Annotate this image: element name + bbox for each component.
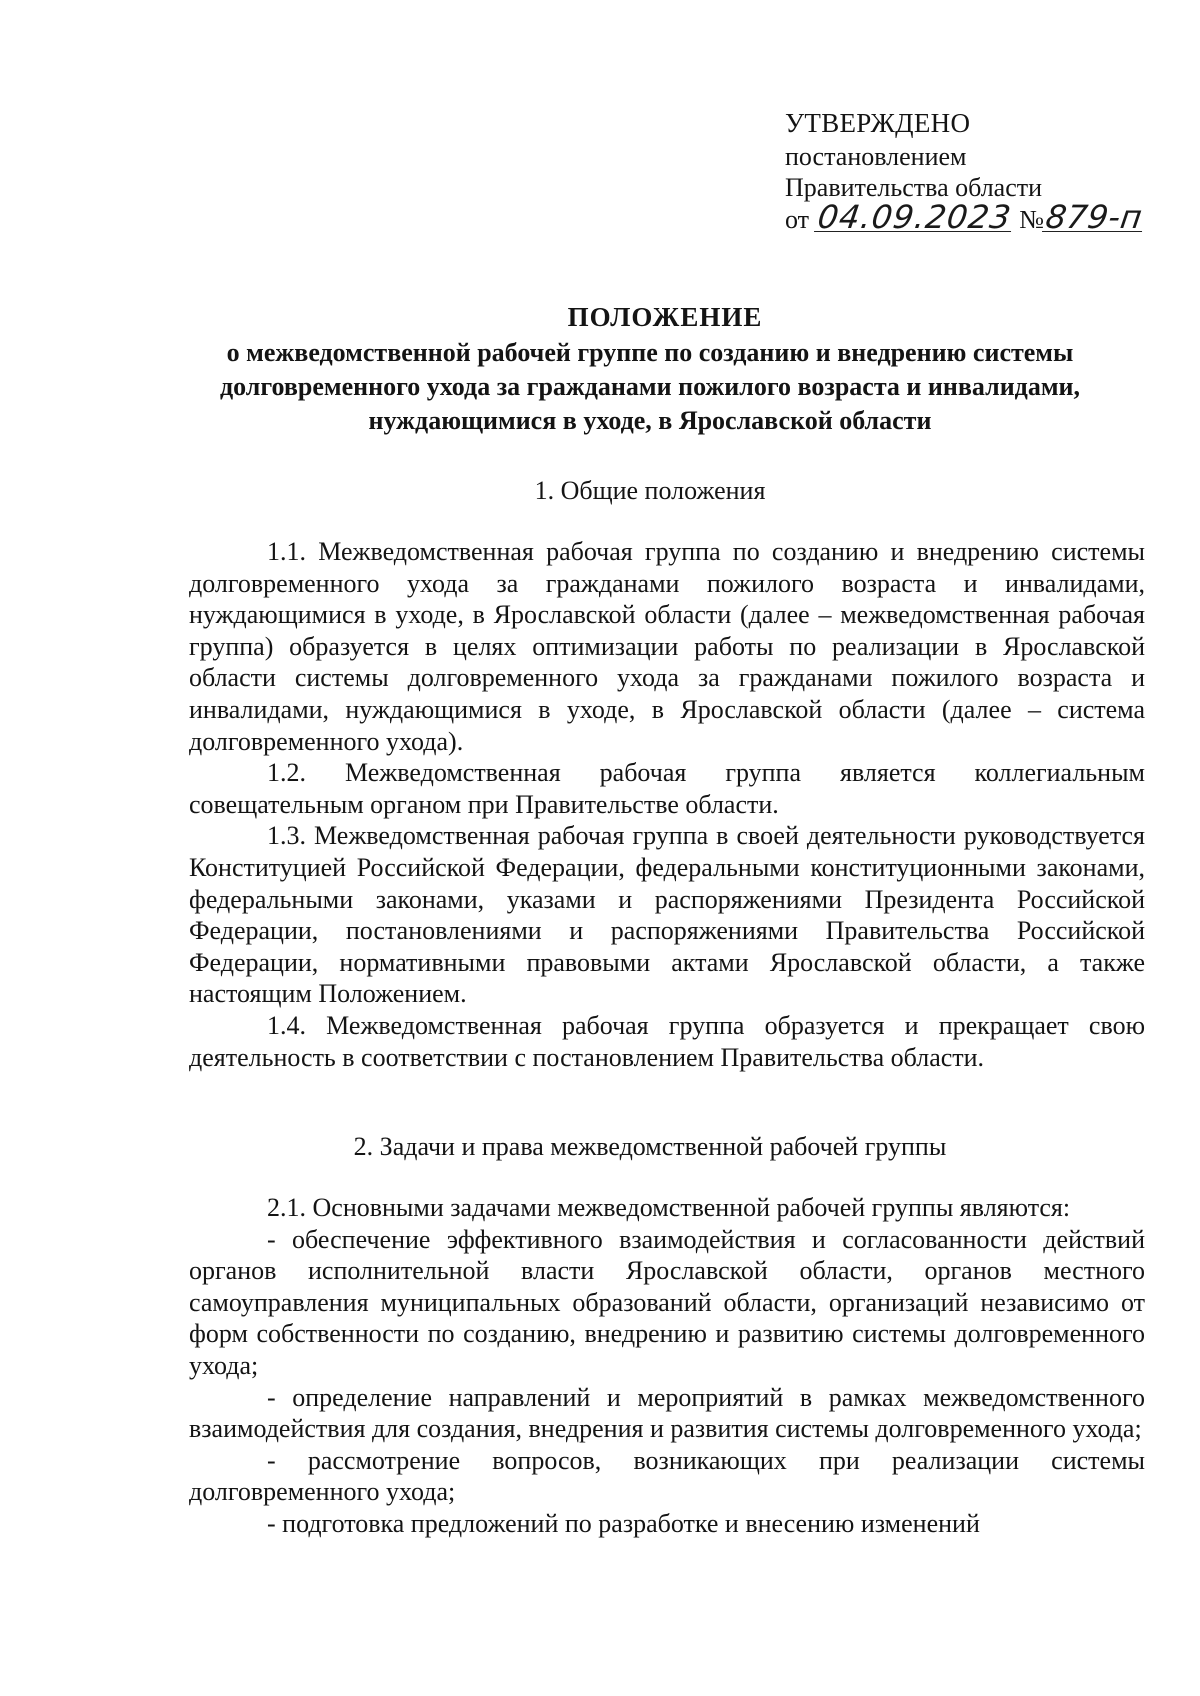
approval-heading: УТВЕРЖДЕНО: [785, 108, 971, 138]
section-1-body: [189, 536, 1145, 1073]
paragraph-1-2: 1.2. Межведомственная рабочая группа является коллегиальным совещательным органом при Правительстве области.: [189, 758, 1145, 819]
section-1-heading: 1. Общие положения: [534, 476, 766, 505]
paragraph-1-3: 1.3. Межведомственная рабочая группа в своей деятельности руководствуется Конституцией Российской Федерации, федеральными конституционными законами, федеральными законами, указами и распоряжениями Президента Российской Федерации, постановлениями и распоряжениями Правительства Российской Федерации, нормативными правовыми актами Ярославской области, а также настоящим Положением.: [189, 821, 1145, 1009]
list-item: - определение направлений и мероприятий в рамках межведомственного взаимодействия для создания, внедрения и развития системы долговременного ухода;: [189, 1382, 1145, 1444]
paragraph-1-4: 1.4. Межведомственная рабочая группа образуется и прекращает свою деятельность в соответствии с постановлением Правительства области.: [189, 1010, 1145, 1072]
approval-block: [785, 108, 1165, 235]
approval-line-1: постановлением: [785, 142, 967, 171]
document-subtitle: о межведомственной рабочей группе по созданию и внедрению системы долговременного ухода за гражданами пожилого возраста и инвалидами, нуждающимися в уходе, в Ярославской области: [219, 338, 1081, 435]
section-2-heading: 2. Задачи и права межведомственной рабочей группы: [353, 1132, 947, 1161]
document-title: ПОЛОЖЕНИЕ: [567, 302, 763, 332]
list-item: - обеспечение эффективного взаимодействия и согласованности действий органов исполнительной власти Ярославской области, органов местного самоуправления муниципальных образований области, организаций независимо от форм собственности по созданию, внедрению и развитию системы долговременного ухода;: [189, 1224, 1145, 1380]
list-item: - рассмотрение вопросов, возникающих при реализации системы долговременного ухода;: [189, 1445, 1145, 1507]
section-2-body: [189, 1192, 1145, 1540]
paragraph-1-1: 1.1. Межведомственная рабочая группа по созданию и внедрению системы долговременного ухода за гражданами пожилого возраста и инвалидами, нуждающимися в уходе, в Ярославской области (далее – межведомственная рабочая группа) образуется в целях оптимизации работы по реализации в Ярославской области системы долговременного ухода за гражданами пожилого возраста и инвалидами, нуждающимися в уходе, в Ярославской области (далее – система долговременного ухода).: [189, 537, 1145, 756]
date-prefix: от: [785, 205, 810, 234]
list-item: - подготовка предложений по разработке и внесению изменений: [267, 1508, 980, 1538]
paragraph-2-1: 2.1. Основными задачами межведомственной рабочей группы являются:: [267, 1193, 1071, 1222]
approval-line-2: Правительства области: [785, 173, 1043, 202]
approval-date-line: [785, 198, 1165, 236]
handwritten-number: 879-п: [1043, 198, 1145, 236]
number-sign: №: [1019, 205, 1045, 234]
handwritten-date: 04.09.2023: [814, 198, 1014, 236]
